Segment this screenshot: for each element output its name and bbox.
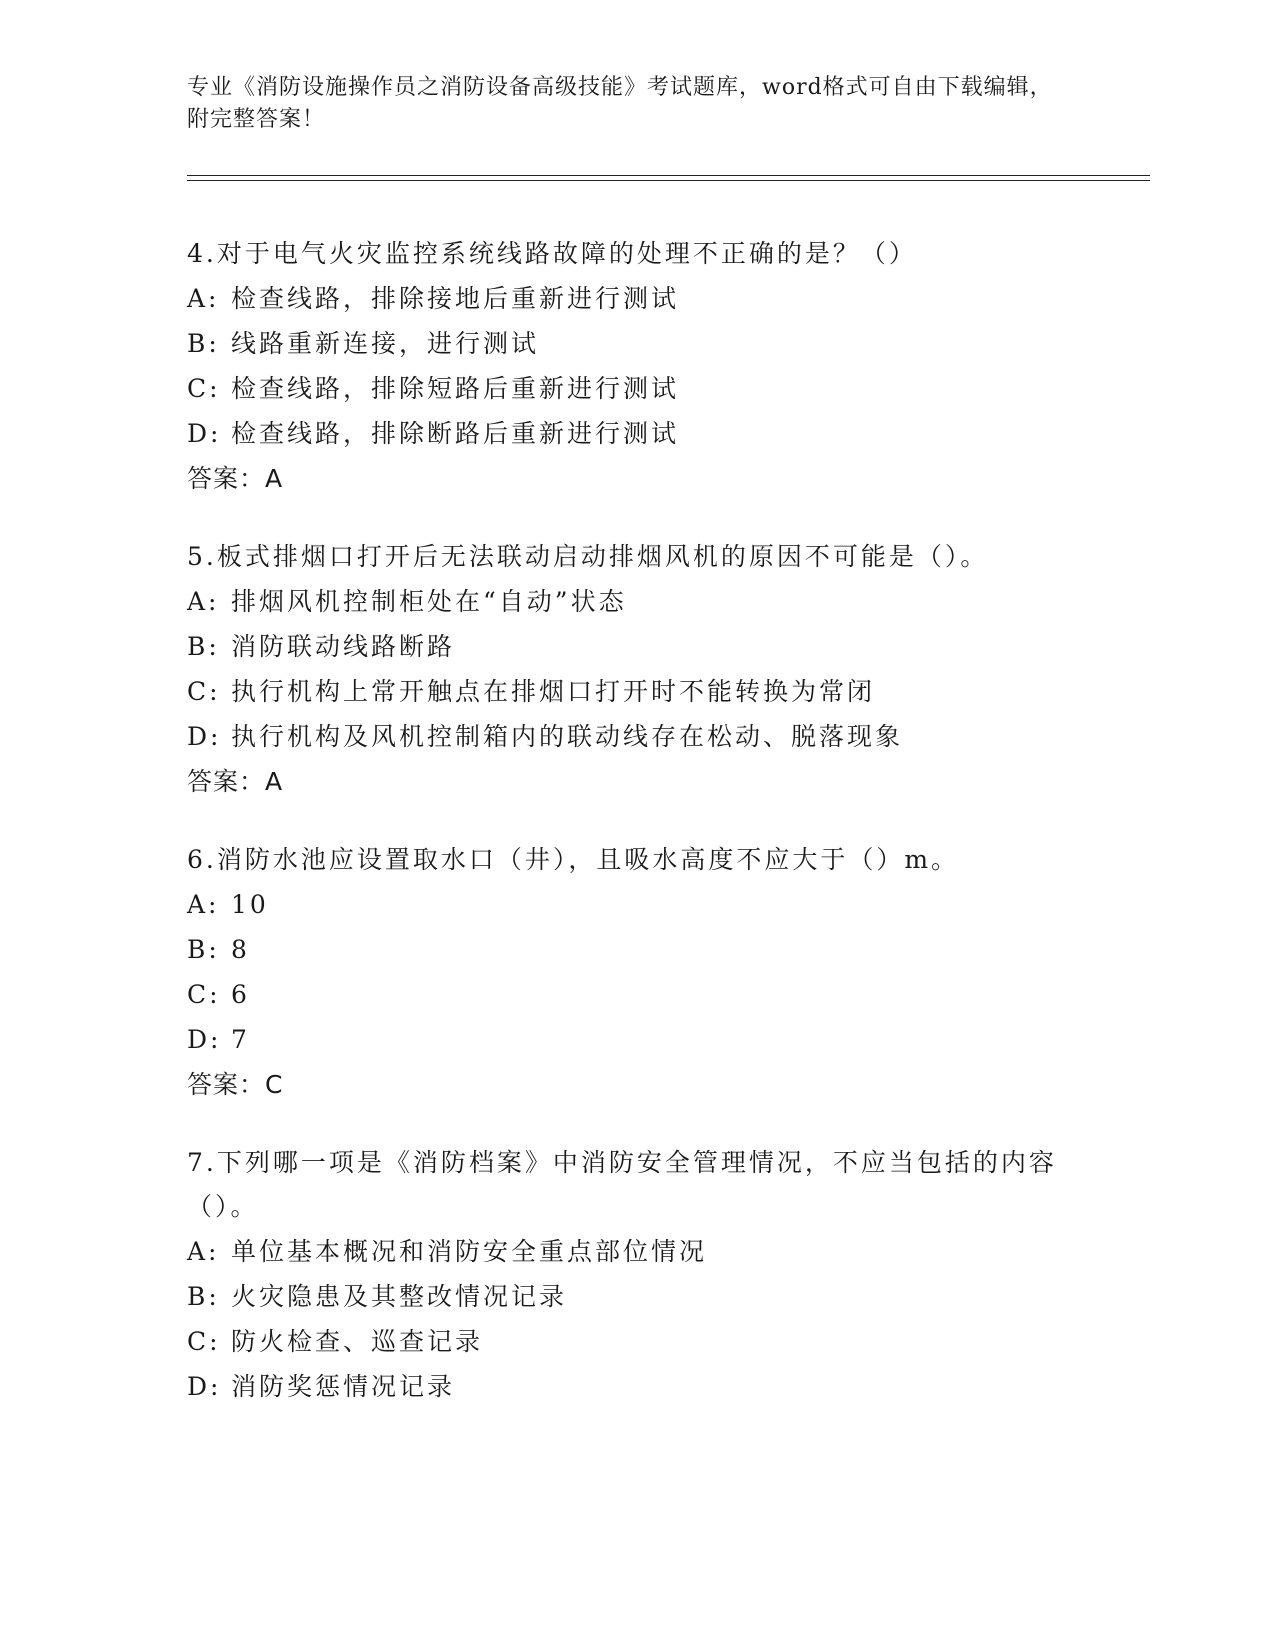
- option-text: 检查线路，排除断路后重新进行测试: [231, 419, 680, 448]
- option-b: [187, 1274, 1087, 1319]
- question-5: [187, 535, 1087, 804]
- question-4: [187, 232, 1087, 501]
- option-c: [187, 366, 1087, 411]
- option-text: 执行机构及风机控制箱内的联动线存在松动、脱落现象: [231, 722, 904, 751]
- option-letter: D:: [187, 722, 222, 751]
- option-c: [187, 972, 1087, 1017]
- option-letter: C:: [187, 374, 221, 403]
- option-c: [187, 669, 1087, 714]
- option-letter: B:: [187, 935, 220, 964]
- option-letter: B:: [187, 1282, 220, 1311]
- option-c: [187, 1319, 1087, 1364]
- option-text: 单位基本概况和消防安全重点部位情况: [231, 1237, 708, 1266]
- option-a: [187, 882, 1087, 927]
- option-text: 防火检查、巡查记录: [231, 1327, 484, 1356]
- question-stem: 5.板式排烟口打开后无法联动启动排烟风机的原因不可能是（）。: [187, 542, 989, 571]
- option-a: [187, 276, 1087, 321]
- option-d: [187, 714, 1087, 759]
- question-6: [187, 838, 1087, 1107]
- option-a: [187, 579, 1087, 624]
- option-d: [187, 411, 1087, 456]
- option-text: 10: [231, 890, 269, 919]
- option-d: [187, 1364, 1087, 1409]
- option-letter: D:: [187, 1372, 222, 1401]
- option-a: [187, 1229, 1087, 1274]
- option-text: 执行机构上常开触点在排烟口打开时不能转换为常闭: [231, 677, 876, 706]
- option-letter: A:: [187, 890, 220, 919]
- option-letter: D:: [187, 419, 222, 448]
- option-letter: B:: [187, 632, 220, 661]
- question-stem: 7.下列哪一项是《消防档案》中消防安全管理情况，不应当包括的内容（）。: [187, 1148, 1057, 1221]
- answer-line: 答案：A: [187, 767, 284, 796]
- option-text: 线路重新连接，进行测试: [231, 329, 540, 358]
- option-b: [187, 321, 1087, 366]
- answer-line: 答案：A: [187, 464, 284, 493]
- option-text: 6: [231, 980, 250, 1009]
- option-text: 排烟风机控制柜处在“自动”状态: [231, 587, 627, 616]
- option-text: 火灾隐患及其整改情况记录: [231, 1282, 568, 1311]
- question-stem: 4.对于电气火灾监控系统线路故障的处理不正确的是？（）: [187, 239, 917, 268]
- option-b: [187, 624, 1087, 669]
- option-text: 7: [231, 1025, 250, 1054]
- option-d: [187, 1017, 1087, 1062]
- option-letter: A:: [187, 587, 220, 616]
- option-text: 8: [231, 935, 250, 964]
- option-text: 检查线路，排除接地后重新进行测试: [231, 284, 680, 313]
- option-letter: A:: [187, 1237, 220, 1266]
- answer-line: 答案：C: [187, 1070, 284, 1099]
- question-stem: 6.消防水池应设置取水口（井），且吸水高度不应大于（）m。: [187, 845, 960, 874]
- option-letter: A:: [187, 284, 220, 313]
- option-text: 检查线路，排除短路后重新进行测试: [231, 374, 680, 403]
- document-header: 专业《消防设施操作员之消防设备高级技能》考试题库，word格式可自由下载编辑，附完整答案！: [187, 75, 1053, 132]
- option-letter: C:: [187, 980, 221, 1009]
- question-7: [187, 1141, 1087, 1409]
- question-list: [187, 232, 1087, 1443]
- option-b: [187, 927, 1087, 972]
- option-letter: C:: [187, 677, 221, 706]
- header-divider-bottom: [187, 180, 1150, 181]
- option-letter: D:: [187, 1025, 222, 1054]
- option-letter: B:: [187, 329, 220, 358]
- option-text: 消防奖惩情况记录: [231, 1372, 456, 1401]
- header-divider-top: [187, 175, 1150, 176]
- option-text: 消防联动线路断路: [231, 632, 456, 661]
- option-letter: C:: [187, 1327, 221, 1356]
